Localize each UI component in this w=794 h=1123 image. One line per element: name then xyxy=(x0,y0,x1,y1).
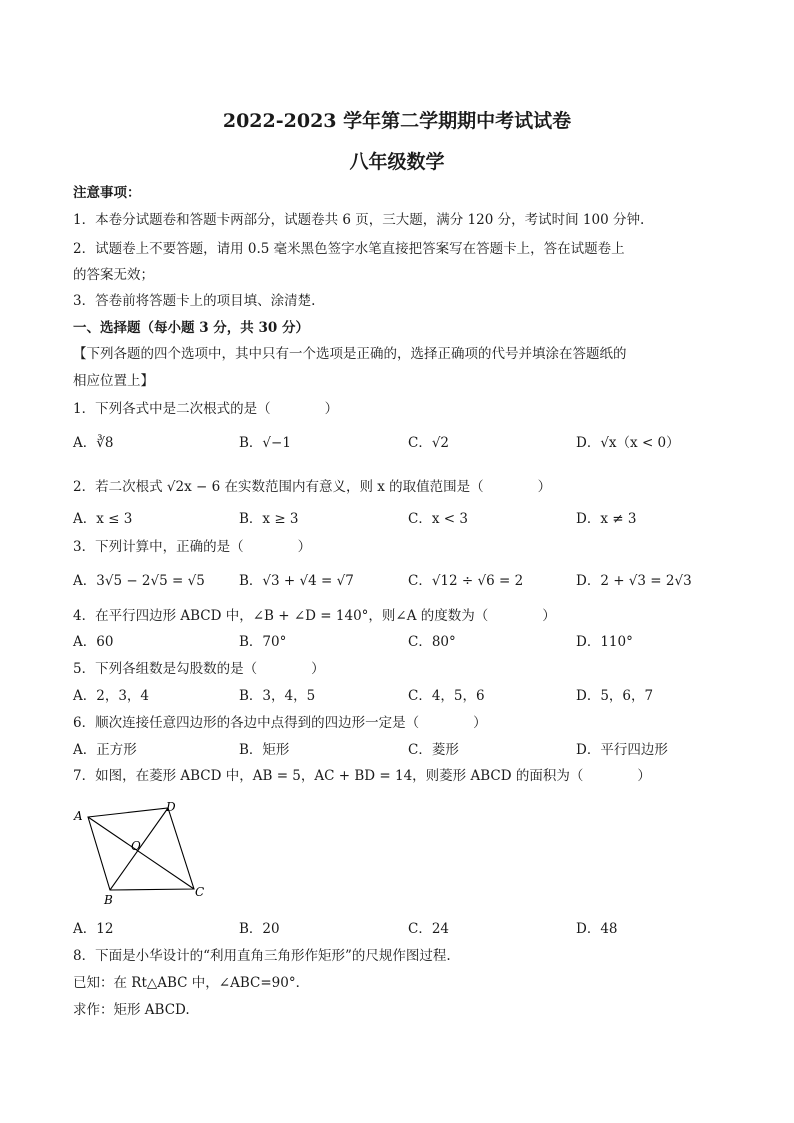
option-c: C．√12 ÷ √6 = 2 xyxy=(408,573,524,589)
option-b: B．x ≥ 3 xyxy=(239,511,299,527)
question-stem: 1．下列各式中是二次根式的是（ ） xyxy=(73,401,339,417)
option-c: C．√2 xyxy=(408,435,450,451)
exam-title: 2022-2023 学年第二学期期中考试试卷 xyxy=(222,110,572,132)
option-c: C．80° xyxy=(408,634,456,650)
option-d: D．平行四边形 xyxy=(576,742,668,758)
option-a: A．∛8 xyxy=(73,435,114,451)
option-d: D．48 xyxy=(576,921,618,937)
question-task: 求作：矩形 ABCD. xyxy=(73,1002,190,1018)
vertex-label-a: A xyxy=(74,809,83,823)
option-a: A．60 xyxy=(73,634,114,650)
option-b: B．20 xyxy=(239,921,280,937)
center-label-o: O xyxy=(131,839,141,853)
vertex-label-c: C xyxy=(195,885,205,899)
question-stem: 5．下列各组数是勾股数的是（ ） xyxy=(73,661,325,677)
vertex-label-d: D xyxy=(166,800,176,814)
question-stem: 6．顺次连接任意四边形的各边中点得到的四边形一定是（ ） xyxy=(73,715,487,731)
question-stem: 2．若二次根式 √2x − 6 在实数范围内有意义，则 x 的取值范围是（ ） xyxy=(73,479,552,495)
notice-item: 1．本卷分试题卷和答题卡两部分，试题卷共 6 页，三大题，满分 120 分，考试时间 100 分钟. xyxy=(73,212,645,228)
question-stem: 4．在平行四边形 ABCD 中，∠B + ∠D = 140°，则∠A 的度数为（ ） xyxy=(73,608,556,624)
option-b: B．√−1 xyxy=(239,435,291,451)
notice-item: 的答案无效； xyxy=(73,267,154,283)
option-b: B．√3 + √4 = √7 xyxy=(239,573,354,589)
question-stem: 7．如图，在菱形 ABCD 中，AB = 5，AC + BD = 14，则菱形 ABCD 的面积为（ ） xyxy=(73,768,651,784)
option-c: C．x < 3 xyxy=(408,511,468,527)
option-b: B．矩形 xyxy=(239,742,290,758)
option-a: A．12 xyxy=(73,921,114,937)
option-d: D．110° xyxy=(576,634,633,650)
option-c: C．24 xyxy=(408,921,450,937)
option-d: D．√x（x < 0） xyxy=(576,435,680,451)
option-a: A．3√5 − 2√5 = √5 xyxy=(73,573,205,589)
option-b: B．3，4，5 xyxy=(239,688,316,704)
section-instruction: 【下列各题的四个选项中，其中只有一个选项是正确的，选择正确项的代号并填涂在答题纸的 xyxy=(73,346,627,362)
question-stem: 8．下面是小华设计的“利用直角三角形作矩形”的尺规作图过程. xyxy=(73,948,451,964)
section-heading: 一、选择题（每小题 3 分，共 30 分） xyxy=(73,320,309,336)
notice-item: 3．答卷前将答题卡上的项目填、涂清楚. xyxy=(73,293,316,309)
diagonal-ac xyxy=(88,817,194,889)
notice-heading: 注意事项： xyxy=(73,185,141,201)
option-a: A．正方形 xyxy=(73,742,137,758)
option-c: C．4，5，6 xyxy=(408,688,485,704)
option-d: D．x ≠ 3 xyxy=(576,511,637,527)
option-d: D．5，6，7 xyxy=(576,688,654,704)
option-a: A．2，3，4 xyxy=(73,688,150,704)
option-a: A．x ≤ 3 xyxy=(73,511,133,527)
option-b: B．70° xyxy=(239,634,287,650)
exam-subject: 八年级数学 xyxy=(349,151,445,173)
question-given: 已知：在 Rt△ABC 中，∠ABC=90°． xyxy=(73,975,310,991)
rhombus-figure xyxy=(70,798,210,908)
section-instruction: 相应位置上】 xyxy=(73,373,154,389)
notice-item: 2．试题卷上不要答题，请用 0.5 毫米黑色签字水笔直接把答案写在答题卡上，答在试题卷上 xyxy=(73,241,625,257)
question-stem: 3．下列计算中，正确的是（ ） xyxy=(73,539,312,555)
option-c: C．菱形 xyxy=(408,742,459,758)
vertex-label-b: B xyxy=(104,893,113,907)
option-d: D．2 + √3 = 2√3 xyxy=(576,573,692,589)
